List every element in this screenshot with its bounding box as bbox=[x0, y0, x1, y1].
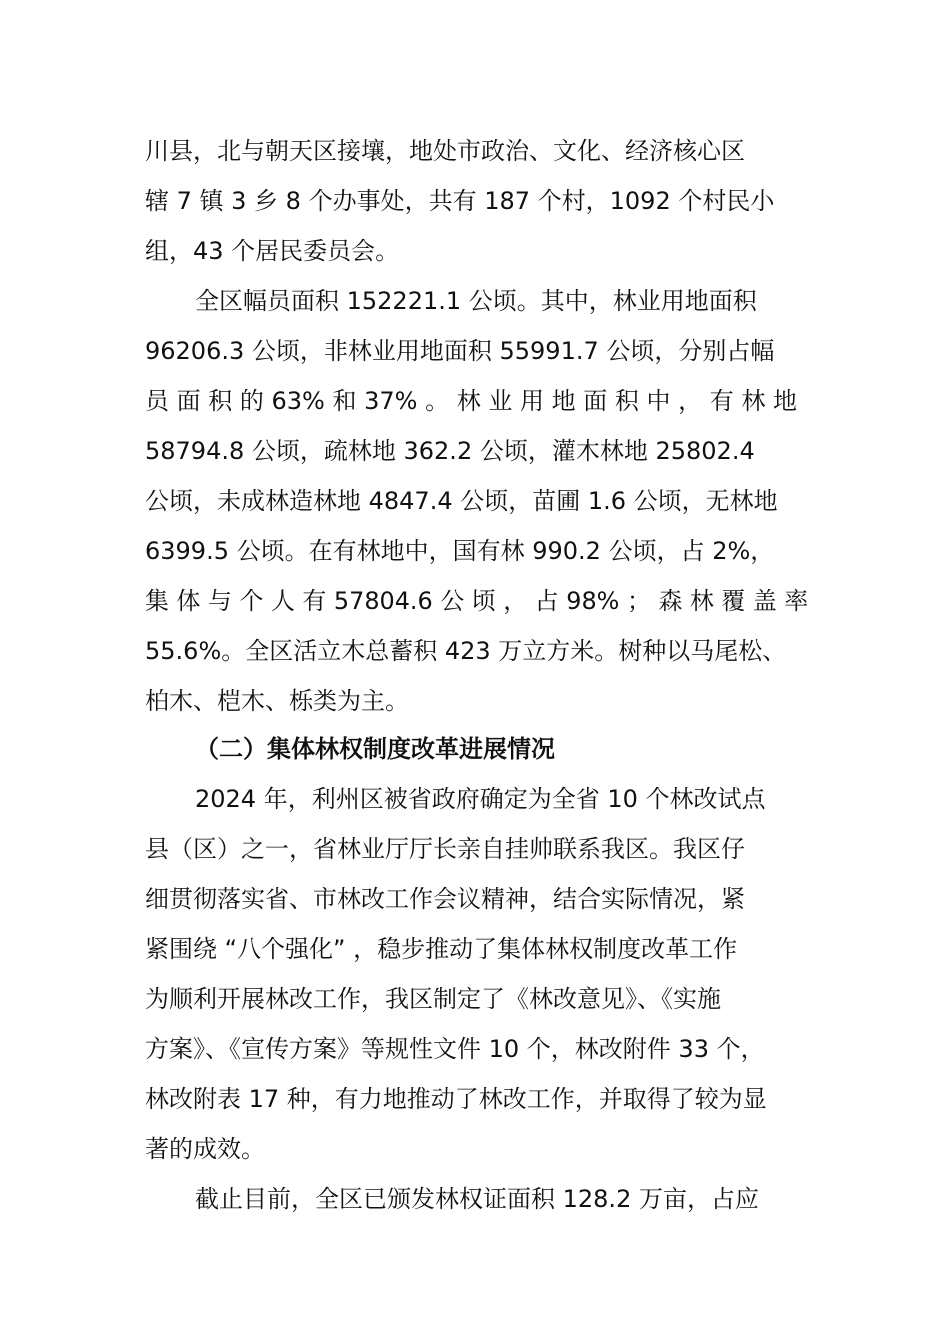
text-line: 细贯彻落实省、市林改工作会议精神，结合实际情况，紧 bbox=[145, 885, 745, 913]
text-line: 林改附表 17 种，有力地推动了林改工作，并取得了较为显 bbox=[145, 1085, 767, 1113]
text-line: 紧围绕 “八个强化” ，稳步推动了集体林权制度改革工作 bbox=[145, 935, 738, 963]
section-heading: （二）集体林权制度改革进展情况 bbox=[195, 735, 555, 763]
text-line: 6399.5 公顷。在有林地中，国有林 990.2 公顷，占 2%， bbox=[145, 537, 775, 565]
text-line: 柏木、桤木、栎类为主。 bbox=[145, 687, 409, 715]
text-line: 为顺利开展林改工作，我区制定了《林改意见》、《实施 bbox=[145, 985, 721, 1013]
text-line: 公顷，未成林造林地 4847.4 公顷，苗圃 1.6 公顷，无林地 bbox=[145, 487, 778, 515]
text-line: 组，43 个居民委员会。 bbox=[145, 237, 400, 265]
text-line: 员 面 积 的 63% 和 37% 。 林 业 用 地 面 积 中 ， 有 林 地 bbox=[145, 387, 798, 415]
text-line: 县（区）之一，省林业厅厅长亲自挂帅联系我区。我区仔 bbox=[145, 835, 745, 863]
text-line: 川县，北与朝天区接壤，地处市政治、文化、经济核心区 bbox=[145, 137, 745, 165]
text-line: 集 体 与 个 人 有 57804.6 公 顷 ， 占 98% ； 森 林 覆 盖 率 bbox=[145, 587, 809, 615]
paragraph-first-line: 全区幅员面积 152221.1 公顷。其中，林业用地面积 bbox=[195, 287, 757, 315]
paragraph-first-line: 截止目前，全区已颁发林权证面积 128.2 万亩，占应 bbox=[195, 1185, 759, 1213]
text-line: 96206.3 公顷，非林业用地面积 55991.7 公顷，分别占幅 bbox=[145, 337, 775, 365]
text-line: 方案》、《宣传方案》等规性文件 10 个，林改附件 33 个， bbox=[145, 1035, 765, 1063]
text-line: 辖 7 镇 3 乡 8 个办事处，共有 187 个村，1092 个村民小 bbox=[145, 187, 775, 215]
text-line: 58794.8 公顷，疏林地 362.2 公顷，灌木林地 25802.4 bbox=[145, 437, 755, 465]
text-line: 55.6%。全区活立木总蓄积 423 万立方米。树种以马尾松、 bbox=[145, 637, 787, 665]
paragraph-first-line: 2024 年，利州区被省政府确定为全省 10 个林改试点 bbox=[195, 785, 766, 813]
text-line: 著的成效。 bbox=[145, 1135, 265, 1163]
